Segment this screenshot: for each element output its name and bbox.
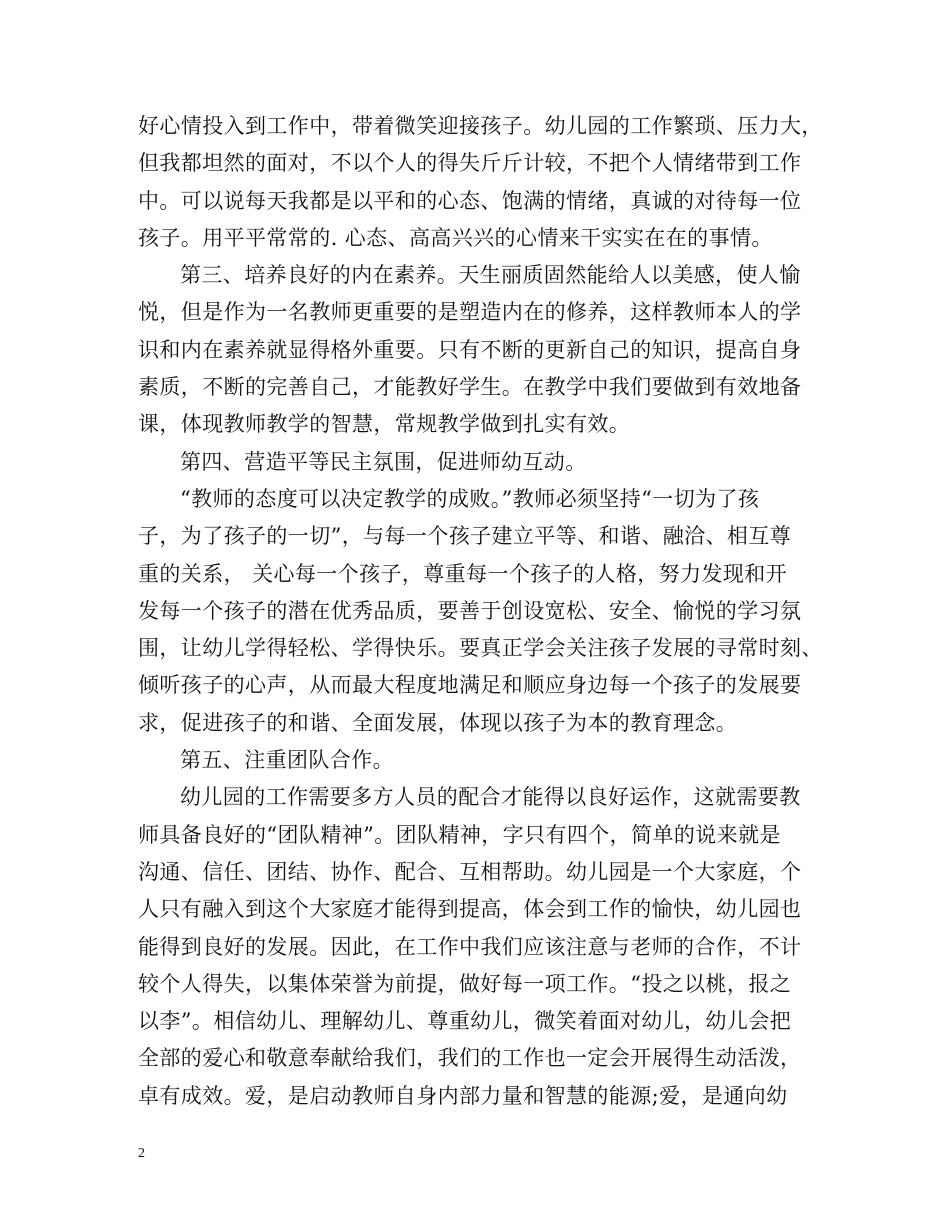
text-line: 师具备良好的“团队精神”。团队精神，字只有四个，简单的说来就是	[138, 822, 781, 847]
text-line: 求，促进孩子的和谐、全面发展，体现以孩子为本的教育理念。	[138, 710, 738, 735]
text-line: 中。可以说每天我都是以平和的心态、饱满的情绪，真诚的对待每一位	[138, 188, 802, 213]
paragraph-start: 幼儿园的工作需要多方人员的配合才能得以良好运作，这就需要教	[180, 785, 801, 810]
paragraph-heading-fifth: 第五、注重团队合作。	[180, 748, 394, 773]
text-line: 倾听孩子的心声，从而最大程度地满足和顺应身边每一个孩子的发展要	[138, 673, 802, 698]
body-text	[138, 108, 823, 1115]
text-line: 全部的爱心和敬意奉献给我们，我们的工作也一定会开展得生动活泼，	[138, 1046, 802, 1071]
text-line: 沟通、信任、团结、协作、配合、互相帮助。幼儿园是一个大家庭，个	[138, 859, 802, 884]
paragraph-start: “教师的态度可以决定教学的成败。”教师必须坚持“一切为了孩	[180, 486, 760, 511]
text-line: 发每一个孩子的潜在优秀品质，要善于创设宽松、安全、愉悦的学习氛	[138, 598, 802, 623]
text-line: 人只有融入到这个大家庭才能得到提高，体会到工作的愉快，幼儿园也	[138, 897, 802, 922]
paragraph-heading-fourth: 第四、营造平等民主氛围，促进师幼互动。	[180, 449, 587, 474]
text-line: 以李”。相信幼儿、理解幼儿、尊重幼儿，微笑着面对幼儿，幼儿会把	[138, 1009, 792, 1034]
text-line: 能得到良好的发展。因此，在工作中我们应该注意与老师的合作，不计	[138, 934, 802, 959]
text-line: 卓有成效。爱，是启动教师自身内部力量和智慧的能源;爱，是通向幼	[138, 1083, 788, 1108]
text-line: 素质，不断的完善自己，才能教好学生。在教学中我们要做到有效地备	[138, 375, 802, 400]
text-line: 悦，但是作为一名教师更重要的是塑造内在的修养，这样教师本人的学	[138, 300, 802, 325]
text-line: 围，让幼儿学得轻松、学得快乐。要真正学会关注孩子发展的寻常时刻、	[138, 636, 823, 661]
text-line: 识和内在素养就显得格外重要。只有不断的更新自己的知识，提高自身	[138, 337, 802, 362]
paragraph-heading-third: 第三、培养良好的内在素养。天生丽质固然能给人以美感，使人愉	[180, 263, 801, 288]
text-line: 但我都坦然的面对，不以个人的得失斤斤计较，不把个人情绪带到工作	[138, 151, 802, 176]
text-line: 重的关系， 关心每一个孩子，尊重每一个孩子的人格，努力发现和开	[138, 561, 788, 586]
text-line: 课，体现教师教学的智慧，常规教学做到扎实有效。	[138, 412, 631, 437]
page-number: 2	[138, 1146, 145, 1161]
text-line: 较个人得失，以集体荣誉为前提，做好每一项工作。“投之以桃，报之	[138, 971, 792, 996]
text-line: 子，为了孩子的一切”，与每一个孩子建立平等、和谐、融洽、相互尊	[138, 524, 792, 549]
text-line: 好心情投入到工作中，带着微笑迎接孩子。幼儿园的工作繁琐、压力大，	[138, 114, 823, 138]
text-line: 孩子。用平平常常的. 心态、高高兴兴的心情来干实实在在的事情。	[138, 225, 773, 250]
